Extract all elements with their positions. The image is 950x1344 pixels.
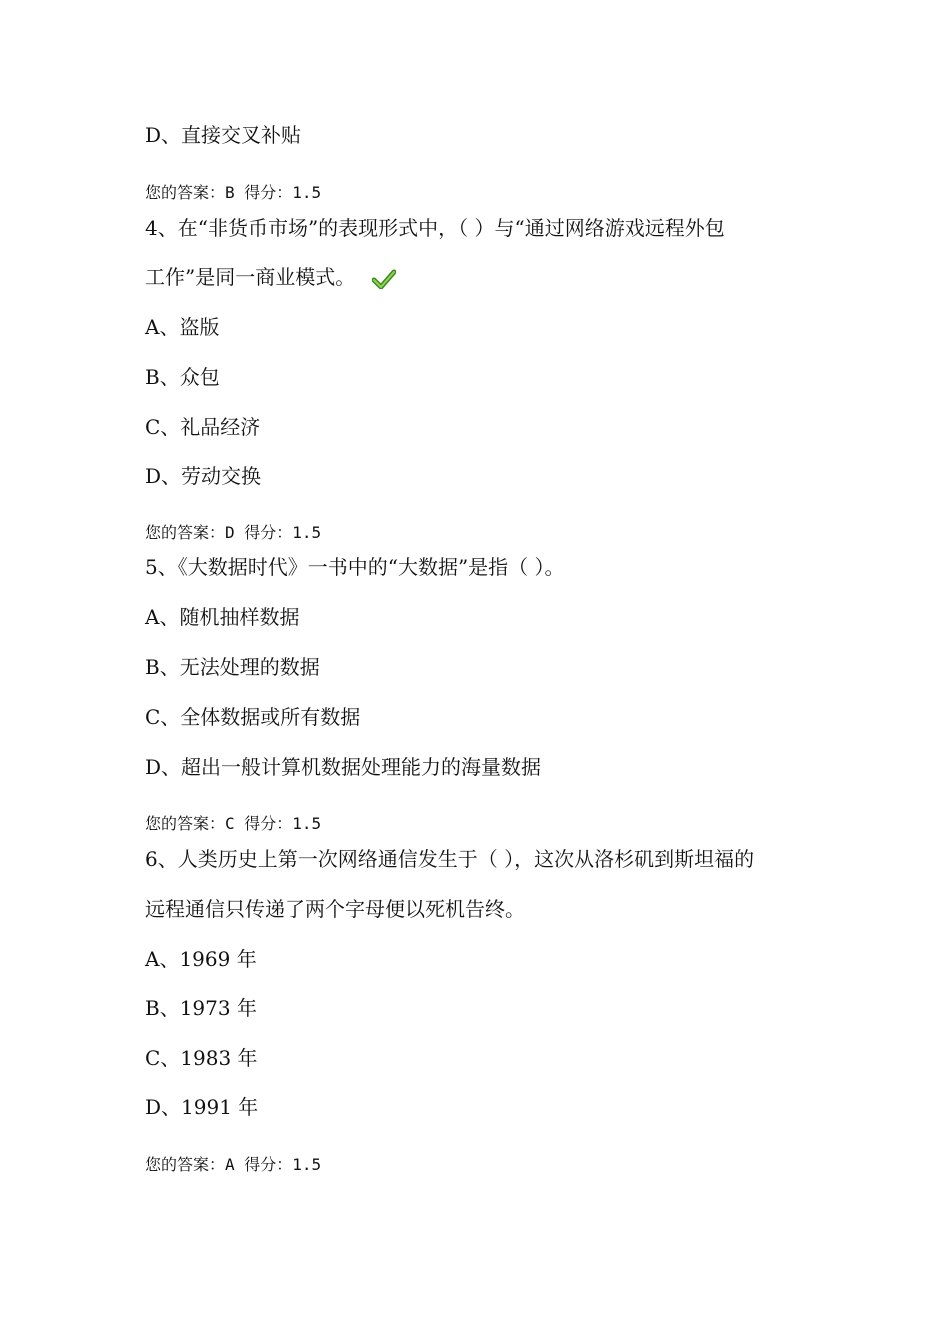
- check-icon: [372, 269, 396, 289]
- q6-option-b: B、1973 年: [145, 996, 257, 1020]
- q3-answer-score: 您的答案：B 得分：1.5: [145, 183, 322, 202]
- q5-option-a: A、随机抽样数据: [145, 605, 300, 629]
- q4-question-stem-line1: 4、在“非货币市场”的表现形式中，（ ）与“通过网络游戏远程外包: [145, 216, 725, 240]
- q6-question-stem-line2: 远程通信只传递了两个字母便以死机告终。: [145, 897, 525, 921]
- q4-option-b: B、众包: [145, 365, 220, 389]
- q5-option-d: D、超出一般计算机数据处理能力的海量数据: [145, 755, 542, 779]
- q6-question-stem-line1: 6、人类历史上第一次网络通信发生于（ ），这次从洛杉矶到斯坦福的: [145, 847, 755, 871]
- q4-option-d: D、劳动交换: [145, 464, 262, 488]
- q3-option-d: D、直接交叉补贴: [145, 123, 302, 147]
- q5-question-stem-line1: 5、《大数据时代》一书中的“大数据”是指（ ）。: [145, 555, 565, 579]
- q4-question-stem-text: 工作”是同一商业模式。: [145, 265, 356, 289]
- q6-answer-score: 您的答案：A 得分：1.5: [145, 1155, 322, 1174]
- q4-option-c: C、礼品经济: [145, 415, 261, 439]
- q6-option-a: A、1969 年: [145, 947, 257, 971]
- q4-question-stem-line2: [145, 264, 396, 290]
- q5-answer-score: 您的答案：C 得分：1.5: [145, 814, 322, 833]
- q5-option-b: B、无法处理的数据: [145, 655, 320, 679]
- q5-option-c: C、全体数据或所有数据: [145, 705, 361, 729]
- q6-option-c: C、1983 年: [145, 1046, 258, 1070]
- q4-option-a: A、盗版: [145, 315, 220, 339]
- q6-option-d: D、1991 年: [145, 1095, 259, 1119]
- q4-answer-score: 您的答案：D 得分：1.5: [145, 523, 322, 542]
